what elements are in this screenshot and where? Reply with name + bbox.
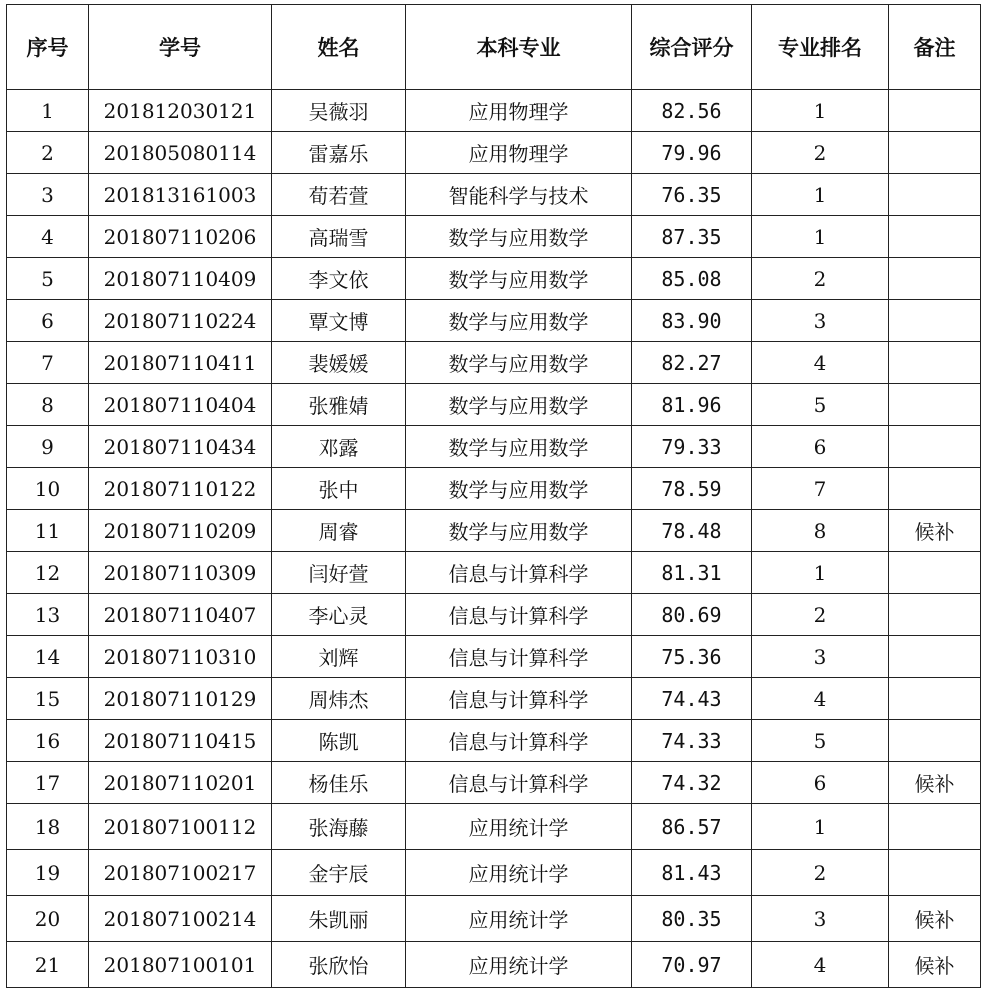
table-row (7, 258, 981, 300)
cell-name: 雷嘉乐 (272, 132, 406, 174)
table-row (7, 216, 981, 258)
header-name: 姓名 (272, 5, 406, 90)
header-rank: 专业排名 (752, 5, 889, 90)
cell-student-id: 201807100217 (89, 850, 272, 896)
cell-note: 候补 (889, 942, 981, 988)
cell-major: 智能科学与技术 (406, 174, 632, 216)
cell-note: 候补 (889, 510, 981, 552)
cell-note (889, 636, 981, 678)
cell-note (889, 300, 981, 342)
cell-student-id: 201807110129 (89, 678, 272, 720)
cell-major: 数学与应用数学 (406, 342, 632, 384)
table-row (7, 720, 981, 762)
cell-score: 76.35 (632, 174, 752, 216)
header-score: 综合评分 (632, 5, 752, 90)
table-row (7, 636, 981, 678)
cell-name: 周睿 (272, 510, 406, 552)
table-row (7, 90, 981, 132)
cell-score: 86.57 (632, 804, 752, 850)
cell-name: 朱凯丽 (272, 896, 406, 942)
cell-note (889, 174, 981, 216)
cell-name: 周炜杰 (272, 678, 406, 720)
cell-student-id: 201807110209 (89, 510, 272, 552)
cell-student-id: 201807110309 (89, 552, 272, 594)
cell-rank: 3 (752, 896, 889, 942)
cell-name: 闫好萱 (272, 552, 406, 594)
cell-index: 14 (7, 636, 89, 678)
cell-name: 金宇辰 (272, 850, 406, 896)
cell-note (889, 258, 981, 300)
cell-name: 张海藤 (272, 804, 406, 850)
cell-index: 20 (7, 896, 89, 942)
cell-score: 74.33 (632, 720, 752, 762)
cell-rank: 1 (752, 216, 889, 258)
table-row (7, 426, 981, 468)
cell-rank: 4 (752, 678, 889, 720)
cell-score: 74.43 (632, 678, 752, 720)
cell-major: 应用统计学 (406, 896, 632, 942)
cell-name: 张欣怡 (272, 942, 406, 988)
table-row (7, 342, 981, 384)
cell-note (889, 90, 981, 132)
cell-index: 12 (7, 552, 89, 594)
cell-score: 78.59 (632, 468, 752, 510)
cell-index: 2 (7, 132, 89, 174)
cell-note (889, 552, 981, 594)
cell-rank: 6 (752, 762, 889, 804)
cell-rank: 1 (752, 804, 889, 850)
cell-rank: 7 (752, 468, 889, 510)
cell-student-id: 201807110206 (89, 216, 272, 258)
cell-rank: 3 (752, 636, 889, 678)
cell-index: 15 (7, 678, 89, 720)
table-row (7, 678, 981, 720)
cell-index: 10 (7, 468, 89, 510)
cell-student-id: 201807110122 (89, 468, 272, 510)
cell-major: 信息与计算科学 (406, 720, 632, 762)
cell-major: 应用统计学 (406, 804, 632, 850)
cell-major: 信息与计算科学 (406, 552, 632, 594)
table-row (7, 804, 981, 850)
cell-student-id: 201807100112 (89, 804, 272, 850)
cell-name: 吴薇羽 (272, 90, 406, 132)
cell-index: 6 (7, 300, 89, 342)
cell-index: 8 (7, 384, 89, 426)
cell-student-id: 201807110404 (89, 384, 272, 426)
cell-name: 杨佳乐 (272, 762, 406, 804)
cell-index: 19 (7, 850, 89, 896)
cell-index: 16 (7, 720, 89, 762)
cell-note (889, 132, 981, 174)
cell-major: 数学与应用数学 (406, 384, 632, 426)
header-row (7, 5, 981, 90)
header-index: 序号 (7, 5, 89, 90)
cell-index: 9 (7, 426, 89, 468)
cell-name: 陈凯 (272, 720, 406, 762)
cell-major: 应用物理学 (406, 132, 632, 174)
cell-score: 83.90 (632, 300, 752, 342)
cell-student-id: 201807110310 (89, 636, 272, 678)
cell-name: 张中 (272, 468, 406, 510)
cell-student-id: 201813161003 (89, 174, 272, 216)
table-row (7, 174, 981, 216)
table-row (7, 942, 981, 988)
table-row (7, 468, 981, 510)
cell-name: 覃文博 (272, 300, 406, 342)
cell-note (889, 342, 981, 384)
cell-score: 74.32 (632, 762, 752, 804)
cell-student-id: 201807110411 (89, 342, 272, 384)
cell-note: 候补 (889, 896, 981, 942)
table-row (7, 510, 981, 552)
cell-index: 18 (7, 804, 89, 850)
cell-rank: 4 (752, 342, 889, 384)
cell-student-id: 201807110201 (89, 762, 272, 804)
cell-name: 李心灵 (272, 594, 406, 636)
cell-score: 79.33 (632, 426, 752, 468)
cell-index: 13 (7, 594, 89, 636)
cell-rank: 5 (752, 384, 889, 426)
cell-note (889, 468, 981, 510)
cell-note (889, 426, 981, 468)
table-body (7, 90, 981, 988)
cell-score: 70.97 (632, 942, 752, 988)
cell-rank: 5 (752, 720, 889, 762)
cell-rank: 2 (752, 850, 889, 896)
header-student-id: 学号 (89, 5, 272, 90)
cell-student-id: 201807100101 (89, 942, 272, 988)
cell-index: 7 (7, 342, 89, 384)
table-row (7, 762, 981, 804)
table-row (7, 896, 981, 942)
cell-student-id: 201807110224 (89, 300, 272, 342)
cell-name: 张雅婧 (272, 384, 406, 426)
cell-score: 78.48 (632, 510, 752, 552)
cell-student-id: 201812030121 (89, 90, 272, 132)
cell-rank: 3 (752, 300, 889, 342)
cell-major: 数学与应用数学 (406, 216, 632, 258)
cell-rank: 6 (752, 426, 889, 468)
cell-student-id: 201805080114 (89, 132, 272, 174)
cell-score: 79.96 (632, 132, 752, 174)
cell-major: 信息与计算科学 (406, 678, 632, 720)
cell-score: 81.31 (632, 552, 752, 594)
cell-name: 李文依 (272, 258, 406, 300)
table-row (7, 132, 981, 174)
table-row (7, 552, 981, 594)
header-note: 备注 (889, 5, 981, 90)
cell-score: 82.56 (632, 90, 752, 132)
cell-note (889, 216, 981, 258)
cell-rank: 2 (752, 258, 889, 300)
cell-name: 高瑞雪 (272, 216, 406, 258)
cell-student-id: 201807110434 (89, 426, 272, 468)
cell-index: 5 (7, 258, 89, 300)
cell-student-id: 201807110415 (89, 720, 272, 762)
cell-index: 11 (7, 510, 89, 552)
cell-major: 数学与应用数学 (406, 300, 632, 342)
cell-index: 3 (7, 174, 89, 216)
cell-note (889, 384, 981, 426)
cell-note (889, 678, 981, 720)
cell-score: 81.96 (632, 384, 752, 426)
cell-note (889, 850, 981, 896)
cell-major: 信息与计算科学 (406, 762, 632, 804)
cell-major: 信息与计算科学 (406, 636, 632, 678)
cell-note (889, 804, 981, 850)
cell-note (889, 594, 981, 636)
cell-score: 75.36 (632, 636, 752, 678)
cell-student-id: 201807110407 (89, 594, 272, 636)
cell-rank: 1 (752, 552, 889, 594)
cell-major: 信息与计算科学 (406, 594, 632, 636)
cell-index: 4 (7, 216, 89, 258)
cell-rank: 8 (752, 510, 889, 552)
cell-name: 荀若萱 (272, 174, 406, 216)
cell-score: 82.27 (632, 342, 752, 384)
table-row (7, 300, 981, 342)
cell-rank: 1 (752, 174, 889, 216)
cell-score: 85.08 (632, 258, 752, 300)
table-row (7, 384, 981, 426)
cell-student-id: 201807100214 (89, 896, 272, 942)
cell-index: 21 (7, 942, 89, 988)
cell-major: 应用物理学 (406, 90, 632, 132)
cell-name: 邓露 (272, 426, 406, 468)
cell-score: 81.43 (632, 850, 752, 896)
cell-rank: 2 (752, 132, 889, 174)
cell-major: 数学与应用数学 (406, 468, 632, 510)
table-row (7, 850, 981, 896)
cell-major: 数学与应用数学 (406, 510, 632, 552)
cell-note (889, 720, 981, 762)
cell-major: 应用统计学 (406, 850, 632, 896)
cell-score: 87.35 (632, 216, 752, 258)
cell-name: 刘辉 (272, 636, 406, 678)
table-row (7, 594, 981, 636)
cell-index: 1 (7, 90, 89, 132)
cell-rank: 2 (752, 594, 889, 636)
cell-rank: 1 (752, 90, 889, 132)
cell-rank: 4 (752, 942, 889, 988)
cell-name: 裴媛媛 (272, 342, 406, 384)
cell-score: 80.69 (632, 594, 752, 636)
cell-major: 应用统计学 (406, 942, 632, 988)
cell-student-id: 201807110409 (89, 258, 272, 300)
cell-index: 17 (7, 762, 89, 804)
cell-major: 数学与应用数学 (406, 258, 632, 300)
cell-note: 候补 (889, 762, 981, 804)
header-major: 本科专业 (406, 5, 632, 90)
ranking-table (6, 4, 981, 988)
cell-score: 80.35 (632, 896, 752, 942)
cell-major: 数学与应用数学 (406, 426, 632, 468)
